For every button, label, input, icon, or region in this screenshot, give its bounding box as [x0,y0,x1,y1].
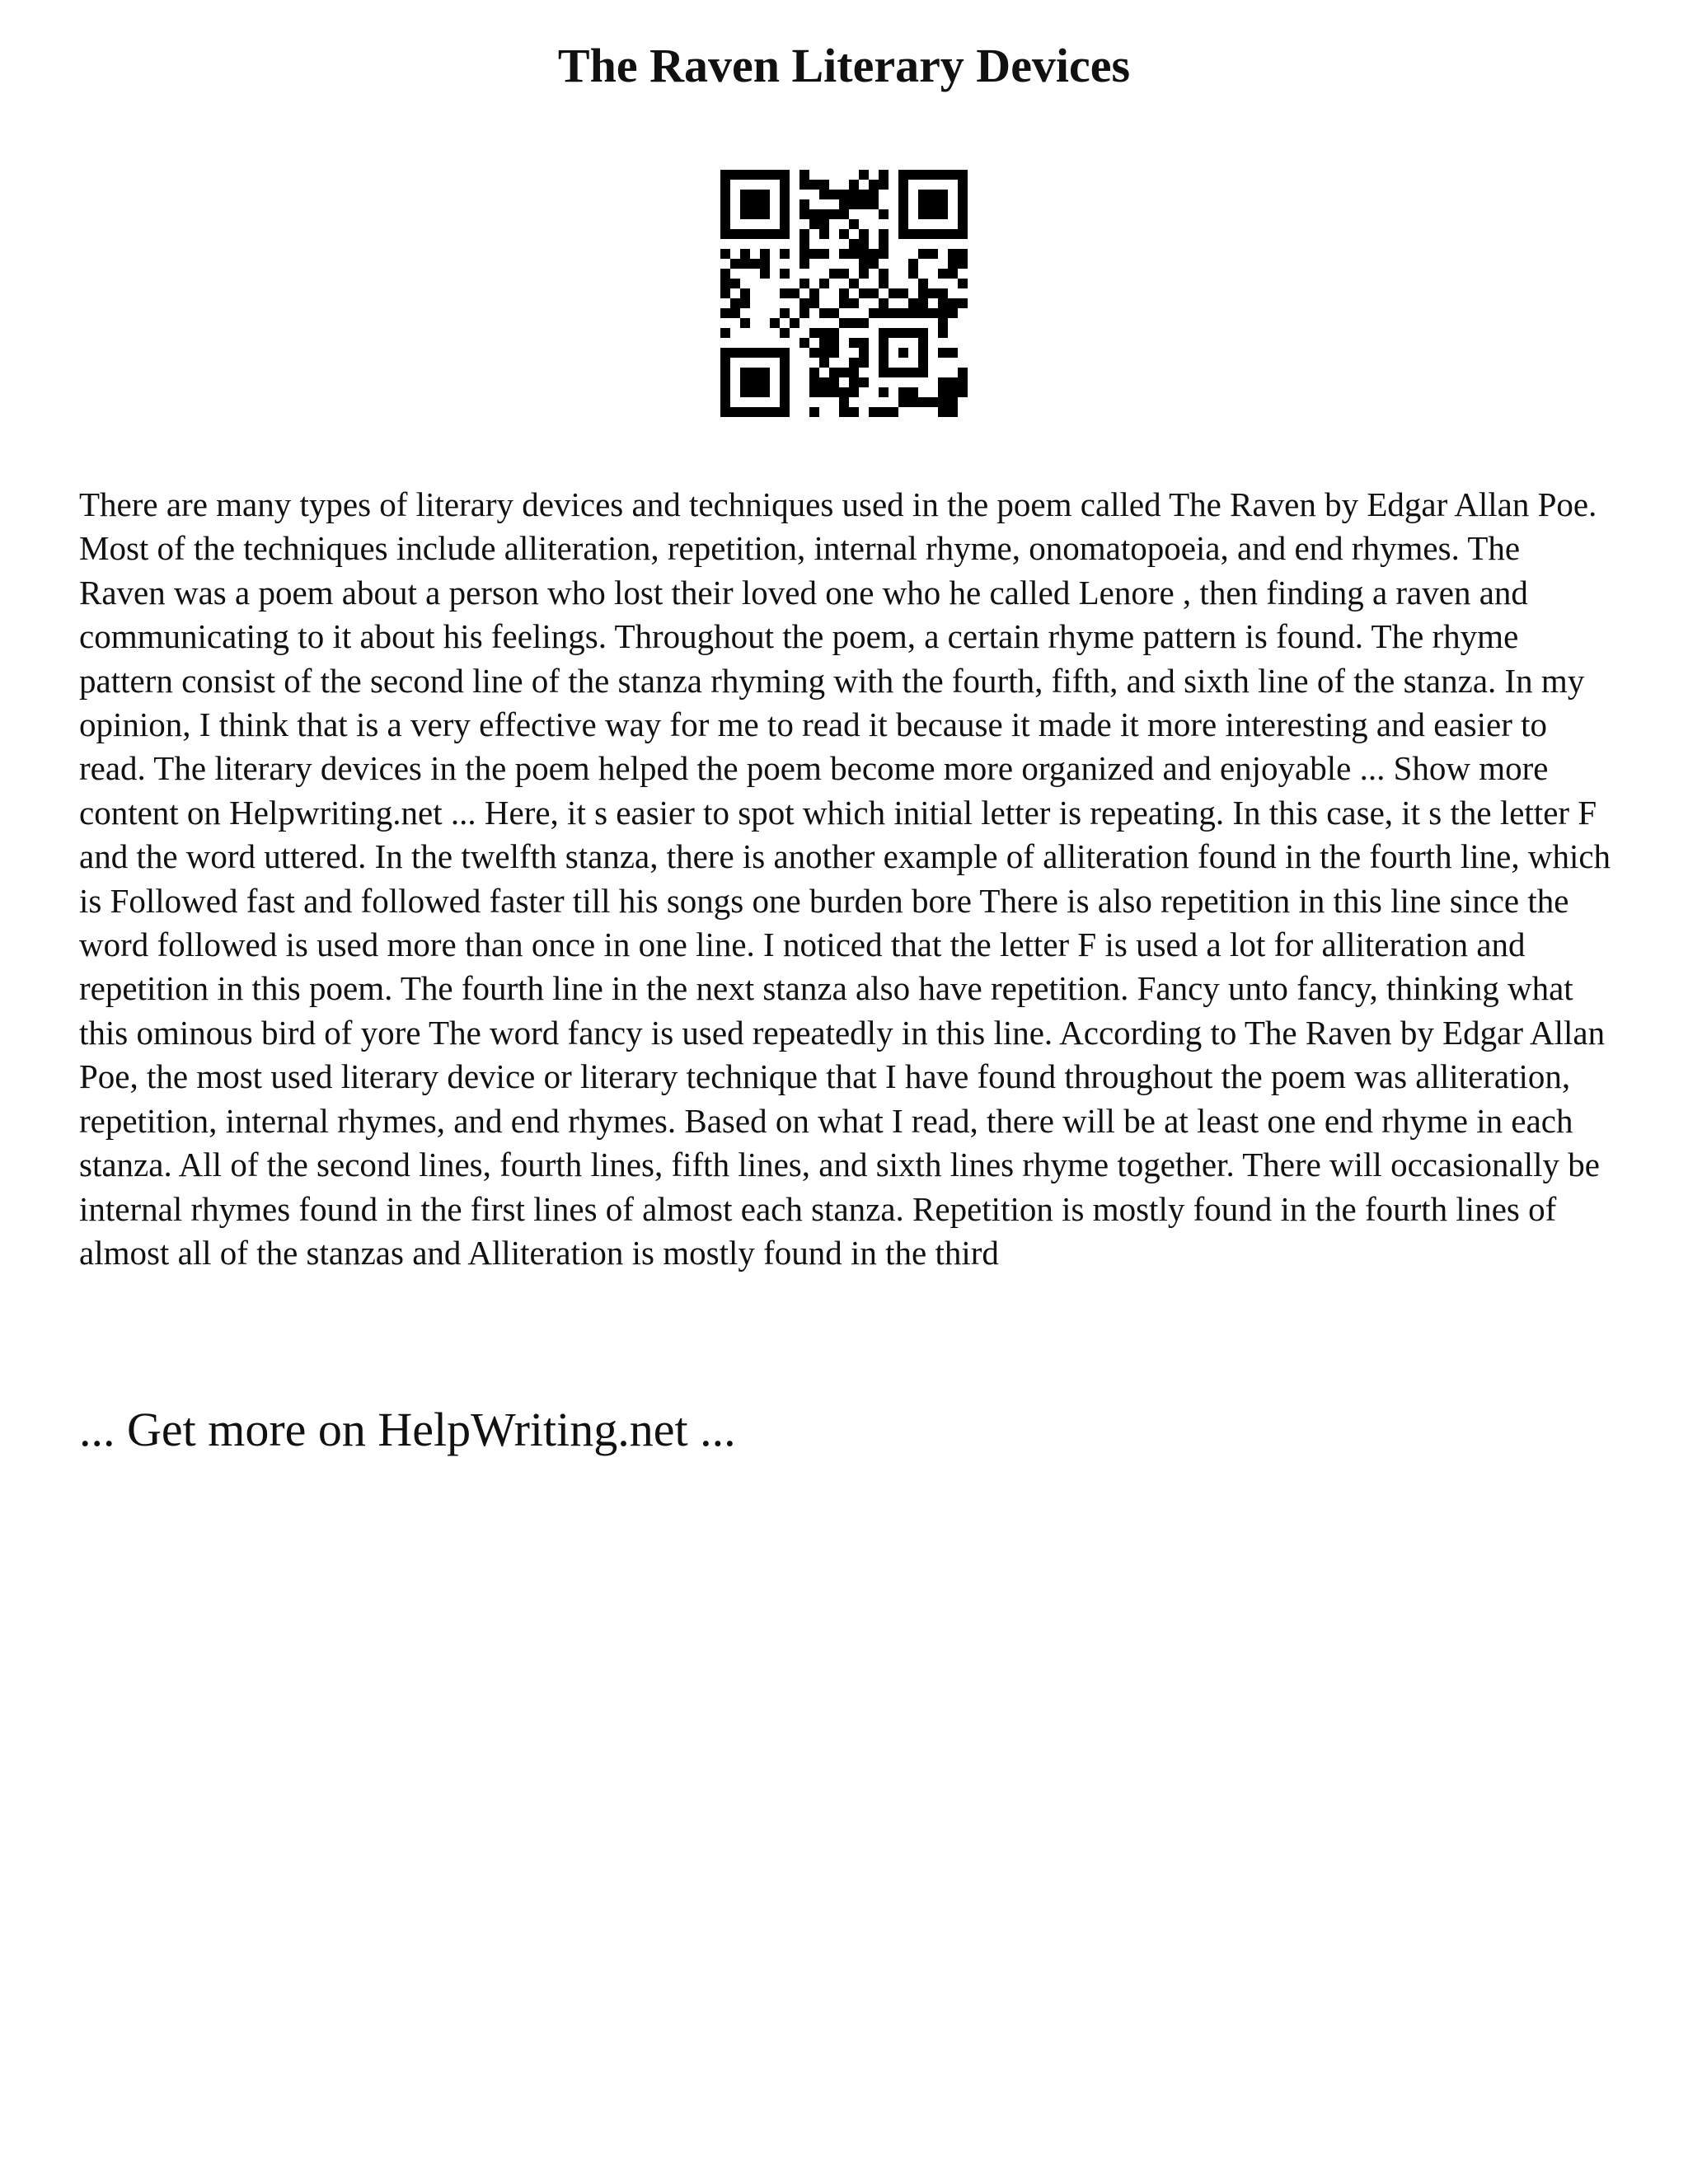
qr-code-icon[interactable] [720,170,968,417]
article-body: There are many types of literary devices and techniques used in the poem called The Raven by Edgar Allan Poe. Most of the techniques include alliteration, repetition, internal rhyme, onomatopoeia, and end rhymes. The Raven was a poem about a person who lost their loved one who he called Lenore , then finding a raven and communicating to it about his feelings. Throughout the poem, a certain rhyme pattern is found. The rhyme pattern consist of the second line of the stanza rhyming with the fourth, fifth, and sixth line of the stanza. In my opinion, I think that is a very effective way for me to read it because it made it more interesting and easier to read. The literary devices in the poem helped the poem become more organized and enjoyable ... Show more content on Helpwriting.net ... Here, it s easier to spot which initial letter is repeating. In this case, it s the letter F and the word uttered. In the twelfth stanza, there is another example of alliteration found in the fourth line, which is Followed fast and followed faster till his songs one burden bore There is also repetition in this line since the word followed is used more than once in one line. I noticed that the letter F is used a lot for alliteration and repetition in this poem. The fourth line in the next stanza also have repetition. Fancy unto fancy, thinking what this ominous bird of yore The word fancy is used repeatedly in this line. According to The Raven by Edgar Allan Poe, the most used literary device or literary technique that I have found throughout the poem was alliteration, repetition, internal rhymes, and end rhymes. Based on what I read, there will be at least one end rhyme in each stanza. All of the second lines, fourth lines, fifth lines, and sixth lines rhyme together. There will occasionally be internal rhymes found in the first lines of almost each stanza. Repetition is mostly found in the fourth lines of almost all of the stanzas and Alliteration is mostly found in the third [79,485,1611,1272]
page-title: The Raven Literary Devices [557,39,1131,92]
get-more-link[interactable]: ... Get more on HelpWriting.net ... [79,1403,736,1456]
